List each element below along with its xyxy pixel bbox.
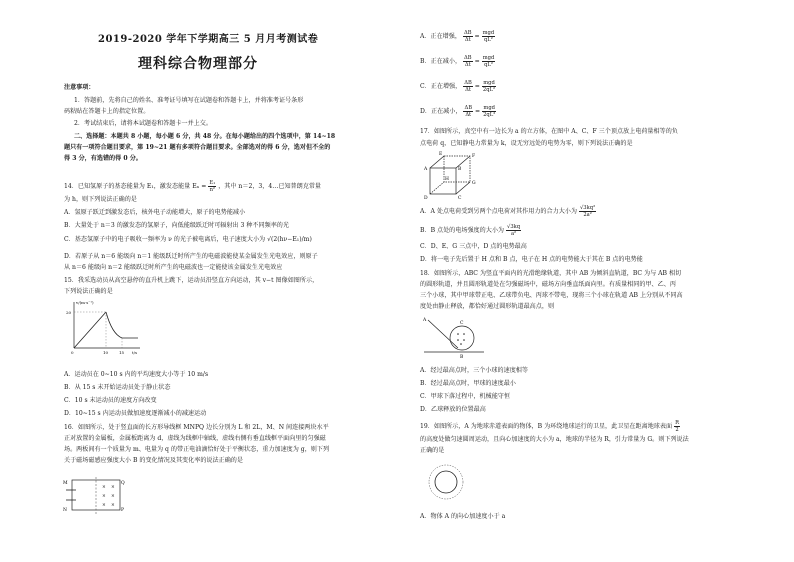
q15-option-c: C．10 s 末运动员的速度方向改变 bbox=[64, 397, 157, 404]
q15-curve-fall bbox=[106, 312, 138, 338]
q14-option-b: B．大量处于 n＝3 的激发态的氢原子，向低能级跃迁时可辐射出 3 种不同频率的光 bbox=[64, 222, 289, 229]
q19-orbit bbox=[429, 465, 463, 499]
q18-line-3: 三个小球，其中甲球带正电、乙球带负电、丙球不带电，现将三个小球在轨道 AB 上分别从不同高 bbox=[420, 292, 683, 299]
q15-y-label: v/(m·s⁻¹) bbox=[76, 300, 94, 305]
q15-stem-b: 下列说法正确的是 bbox=[64, 288, 113, 295]
cube-label-f: F bbox=[472, 154, 476, 159]
note-2: 2．考试结束后，请将本试题卷和答题卡一并上交。 bbox=[74, 120, 212, 127]
q15-vt-graph bbox=[66, 298, 146, 356]
q16-line-4: 关于磁场磁感应强度大小 B 的变化情况及其变化率的说法正确的是 bbox=[64, 457, 243, 464]
q14-option-d2: 从 n＝6 能级向 n＝2 能级跃迁时所产生的电磁波也一定能使该金属发生光电效应 bbox=[64, 264, 283, 271]
q18-line-4: 度处由静止释放，都恰好通过圆形轨道最高点，则 bbox=[420, 303, 555, 310]
q15-x-tick-10: 10 bbox=[103, 350, 109, 355]
q14-option-d1: D．若原子从 n＝6 能级向 n＝1 能级跃迁时所产生的电磁波能使某金属发生光电效应，则原子 bbox=[64, 253, 318, 260]
q16-line-2: 正对放置的金属板，金属板距离为 d，虚线为线框中轴线，虚线右侧有垂直线框平面向里的匀强磁 bbox=[64, 435, 326, 442]
q17-option-c: C．D、E、G 三点中，D 点的电势最高 bbox=[420, 243, 527, 250]
subject-title: 理科综合物理部分 bbox=[138, 56, 258, 72]
q18-line-2: 的圆形轨道，并且圆形轨道处在匀强磁场中，磁场方向垂直纸面向里。有质量相同的甲、乙、丙 bbox=[420, 281, 676, 288]
q18-line-1: 18．如图所示，ABC 为竖直平面内的光滑绝缘轨道，其中 AB 为倾斜直轨道，BC 为与 AB 相切 bbox=[420, 270, 682, 277]
q17-cube-figure bbox=[422, 150, 484, 200]
q14-energy-fraction: $\frac{\text{E₁}}{\text{n²}}$ bbox=[209, 180, 216, 193]
cube-label-g: G bbox=[472, 181, 476, 186]
cube-label-a: A bbox=[424, 167, 428, 172]
q16-label-p: P bbox=[121, 508, 125, 513]
note-1a: 1．答题前，先将自己的姓名、准考证号填写在试题卷和答题卡上，并将准考证号条形 bbox=[74, 97, 304, 104]
q19-orbit-figure bbox=[426, 462, 466, 502]
q18-option-b: B．经过最高点时，甲球的速度最小 bbox=[420, 380, 516, 387]
q14-option-c-formula: √(2(hν−E₁)/m) bbox=[267, 236, 312, 243]
q16-label-m: M bbox=[63, 481, 68, 486]
q18-option-a: A．经过最高点时，三个小球的速度相等 bbox=[420, 367, 528, 374]
cube-label-h: H bbox=[445, 177, 449, 182]
q16-field-mark-4: × bbox=[111, 494, 115, 499]
q16-field-mark-2: × bbox=[111, 485, 115, 490]
q18-track-figure bbox=[422, 314, 488, 358]
q16-option-b: B．正在减小， $\frac{\Delta B}{\Delta t}$ = $\frac{\text{mgd}}{\text{qL²}}$ bbox=[420, 55, 495, 68]
q18-label-a: A bbox=[423, 318, 427, 323]
q16-option-d: D．正在减小， $\frac{\Delta B}{\Delta t}$ = $\frac{\text{mgd}}{\text{2qL²}}$ bbox=[420, 105, 496, 118]
q19-line-1: 19．如图所示，A 为地球赤道表面的物体，B 为环绕地球运行的卫星，此卫星在距离地球表面 $\frac{R}{2}$ bbox=[420, 420, 679, 433]
q17-option-a: A．A 处点电荷受到另两个点电荷对其作用力的合力大小为 $\frac{\text{√3kq²}}{\text{2a²}}$ bbox=[420, 205, 596, 218]
notes-heading: 注意事项： bbox=[64, 84, 95, 91]
q16-line-1: 16．如图所示，处于竖直面的长方形导线框 MNPQ 边长分别为 L 和 2L，M、N 间连接两块水平 bbox=[64, 424, 329, 431]
q15-option-d: D．10~15 s 内运动员做加速度逐渐减小的减速运动 bbox=[64, 410, 207, 417]
q16-label-n: N bbox=[63, 508, 67, 513]
q15-curve-rise bbox=[74, 312, 106, 348]
q19-line-2: 的高度处做匀速圆周运动，且向心加速度的大小为 a，地球的半径为 R，引力常量为 G。则下列说法 bbox=[420, 436, 689, 443]
cube-label-e: E bbox=[439, 152, 443, 157]
section-2-line-c: 得 3 分，有选错的得 0 分。 bbox=[64, 155, 142, 162]
q18-label-c: C bbox=[460, 321, 464, 326]
q16-option-c: C．正在增强， $\frac{\Delta B}{\Delta t}$ = $\frac{\text{mgd}}{\text{2qL²}}$ bbox=[420, 80, 496, 93]
q18-option-c: C．甲球下落过程中，机械能守恒 bbox=[420, 393, 510, 400]
cube-label-c: C bbox=[458, 196, 462, 200]
q15-option-a: A．运动员在 0~10 s 内的平均速度大小等于 10 m/s bbox=[64, 371, 209, 378]
q15-stem-a: 15．我采选动员从高空悬停的直升机上跳下，运动员沿竖直方向运动，其 v−t 图像如图所示， bbox=[64, 277, 319, 284]
section-2-line-b: 题只有一项符合题目要求，第 19~21 题有多项符合题目要求。全部选对的得 6 分，选对但不全的 bbox=[64, 144, 331, 151]
q17-line-1: 17．如图所示，真空中有一边长为 a 的立方体，在图中 A、C、F 三个顶点放上电荷量相等的负 bbox=[420, 128, 678, 135]
q16-label-q: Q bbox=[121, 481, 125, 486]
q14-option-c: C．基态氢原子中的电子吸收一频率为 ν 的光子被电离后，电子速度大小为 √(2(hν−E₁)/m) bbox=[64, 236, 312, 243]
note-1b: 码粘贴在答题卡上的指定位置。 bbox=[64, 108, 150, 115]
q16-field-mark-5: × bbox=[102, 503, 106, 508]
q14-stem-c: 为 h，则下列说法正确的是 bbox=[64, 196, 137, 203]
q19-line-3: 正确的是 bbox=[420, 447, 445, 454]
q18-label-b: B bbox=[460, 355, 464, 358]
q14-stem-a: 14．已知氢原子的基态能量为 E₁，激发态能量 Eₙ = $\frac{\text{E₁}}{\text{n²}}$ ，其中 n＝2，3，4…已知普朗克常量 bbox=[64, 180, 322, 193]
q16-field-mark-1: × bbox=[102, 485, 106, 490]
q18-loop bbox=[450, 326, 474, 350]
q14-option-a: A．氢原子跃迁到激发态后，核外电子动能增大，原子的电势能减小 bbox=[64, 209, 246, 216]
q19-option-a: A．物体 A 的向心加速度小于 a bbox=[420, 513, 506, 520]
q15-x-tick-0: 0 bbox=[71, 350, 74, 355]
q15-y-tick: 20 bbox=[66, 310, 72, 315]
q17-option-d: D．将一电子先后置于 H 点和 B 点，电子在 H 点的电势能大于其在 B 点的电势能 bbox=[420, 256, 643, 263]
q15-x-tick-15: 15 bbox=[119, 350, 125, 355]
q19-earth bbox=[435, 471, 457, 493]
cube-label-b: B bbox=[458, 167, 462, 172]
q16-field-mark-6: × bbox=[111, 503, 115, 508]
q16-circuit-figure bbox=[62, 474, 128, 518]
cube-front-face bbox=[430, 168, 456, 194]
section-2-line-a: 二、选择题：本题共 8 小题，每小题 6 分，共 48 分。在每小题给出的四个选项中，第 14~18 bbox=[74, 133, 336, 140]
q15-option-b: B．从 15 s 末开始运动员处于静止状态 bbox=[64, 384, 171, 391]
q18-option-d: D．乙球释放的位置最高 bbox=[420, 406, 486, 413]
exam-title: 2019-2020 学年下学期高三 5 月月考测试卷 bbox=[98, 34, 319, 45]
q15-x-label: t/s bbox=[132, 350, 138, 355]
q18-incline bbox=[428, 320, 458, 348]
q17-line-2: 点电荷 q，已知静电力常量为 k，设无穷远处的电势为零，则下列说法正确的是 bbox=[420, 140, 633, 147]
q17-option-b: B．B 点处的电场强度的大小为 $\frac{√3kq}{\text{a²}}$ bbox=[420, 224, 521, 237]
q16-field-mark-3: × bbox=[102, 494, 106, 499]
q16-line-3: 场。两板间有一个质量为 m、电量为 q 的带正电油滴恰好处于平衡状态，重力加速度为 g，则下列 bbox=[64, 446, 330, 453]
cube-label-d: D bbox=[424, 196, 428, 200]
q16-option-a: A．正在增强， $\frac{\Delta B}{\Delta t}$ = $\frac{\text{mgd}}{\text{qL²}}$ bbox=[420, 30, 495, 43]
